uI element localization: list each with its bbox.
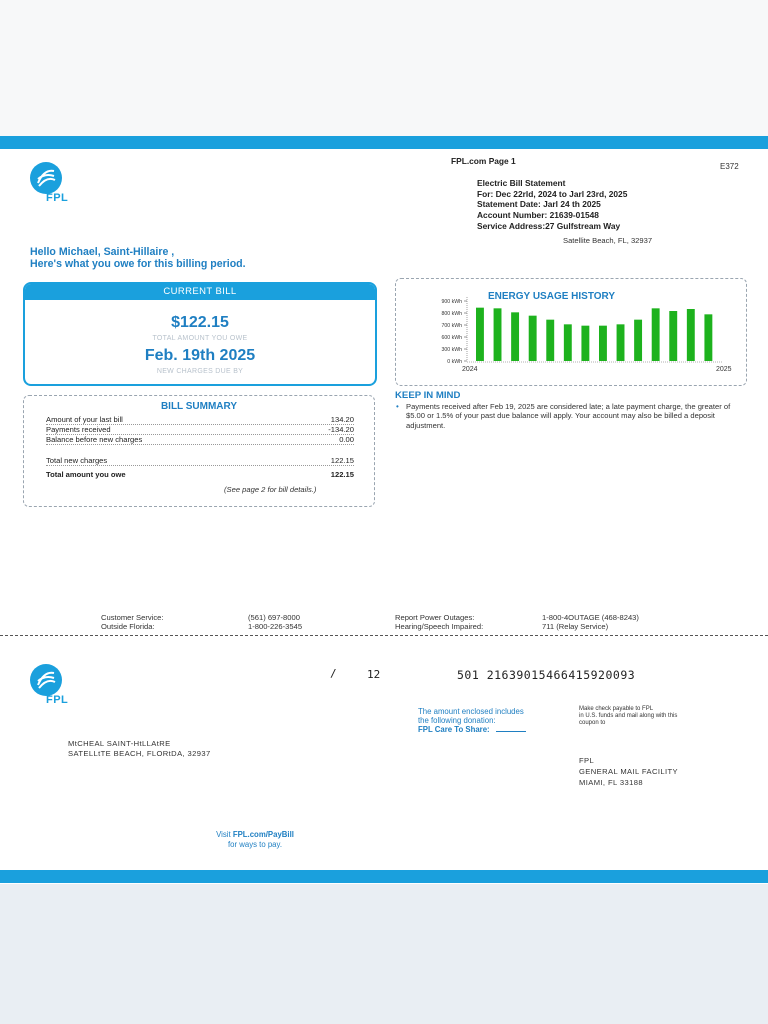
summary-value: -134.20 xyxy=(328,425,354,434)
usage-bar xyxy=(652,308,660,361)
bullet-icon: • xyxy=(396,402,399,411)
statement-date xyxy=(477,199,601,210)
total-amount: $122.15 xyxy=(171,314,229,331)
y-tick-label: 300 kWh xyxy=(441,347,462,353)
for-label: For: xyxy=(477,189,494,199)
usage-bar xyxy=(546,320,554,361)
summary-label: Balance before new charges xyxy=(46,435,143,444)
y-tick-label: 900 kWh xyxy=(441,299,462,305)
x-start-label: 2024 xyxy=(462,366,478,373)
y-tick-label: 600 kWh xyxy=(441,335,462,341)
customer-service-label: Customer Service: xyxy=(101,613,164,622)
service-address-label: Service Address: xyxy=(477,221,546,231)
remit-line-3: MIAMI, FL 33188 xyxy=(579,778,643,787)
paybill-link[interactable]: FPL.com/PayBill xyxy=(232,830,294,839)
customer-name: MtCHEAL SAINT-HtLLAtRE xyxy=(68,739,171,748)
statement-date-value: Jarl 24 th 2025 xyxy=(543,199,601,209)
fpl-logo-mark-icon xyxy=(30,664,62,696)
customer-city: SATELLtTE BEACH, FLORtDA, 32937 xyxy=(68,749,211,758)
service-address xyxy=(477,221,620,232)
check-line-2: in U.S. funds and mail along with this xyxy=(579,713,678,719)
summary-row-total xyxy=(46,470,354,479)
donation-line-1: The amount enclosed includes xyxy=(418,707,524,716)
greeting-name: Hello Michael, Saint-Hillaire , xyxy=(30,246,175,258)
billing-period xyxy=(477,189,627,200)
service-address-value: 27 Gulfstream Way xyxy=(545,221,621,231)
y-tick-label: 0 kWh xyxy=(447,359,462,365)
remit-line-2: GENERAL MAIL FACILITY xyxy=(579,767,678,776)
account-number-label: Account Number: xyxy=(477,210,548,220)
donation-amount-field[interactable] xyxy=(496,731,526,732)
usage-bar xyxy=(494,308,502,361)
summary-label: Amount of your last bill xyxy=(46,415,123,424)
visit-line-1 xyxy=(180,830,330,840)
bill-page xyxy=(0,136,768,884)
summary-value: 122.15 xyxy=(330,470,354,479)
bill-summary-box xyxy=(23,395,375,507)
report-outage-phone: 1-800-4OUTAGE (468-8243) xyxy=(542,613,639,622)
service-city: Satellite Beach, FL, 32937 xyxy=(563,236,653,245)
bottom-brand-band xyxy=(0,870,768,883)
visit-pay-message xyxy=(180,830,330,850)
donation-line-3 xyxy=(418,725,526,734)
summary-label: Payments received xyxy=(46,425,111,434)
late-payment-notice: Payments received after Feb 19, 2025 are considered late; a late payment charge, the greater of $5.00 or 1.5% of your past due balance will apply. Your account may also be billed a deposit adjustment. xyxy=(406,402,731,430)
care-to-share-label: FPL Care To Share: xyxy=(418,725,490,734)
top-brand-band xyxy=(0,136,768,149)
outage-labels xyxy=(395,613,483,631)
remit-line-1: FPL xyxy=(579,756,595,765)
report-outage-label: Report Power Outages: xyxy=(395,613,475,622)
stub-sequence: 12 xyxy=(367,668,381,681)
energy-usage-box xyxy=(395,278,747,386)
outside-florida-phone: 1-800-226-3545 xyxy=(248,622,303,632)
statement-title: Electric Bill Statement xyxy=(477,178,566,188)
fpl-wordmark: FPL xyxy=(46,694,69,706)
usage-bar xyxy=(634,320,642,361)
scan-line: 501 2163901546641592009З xyxy=(457,668,636,682)
summary-row-balance xyxy=(46,435,354,445)
summary-row-last-bill xyxy=(46,415,354,425)
visit-prefix: Visit xyxy=(216,830,233,839)
usage-bar xyxy=(687,309,695,361)
visit-line-2: for ways to pay. xyxy=(227,840,283,849)
check-line-1: Make check payable to FPL xyxy=(579,706,654,712)
tear-line xyxy=(0,635,768,636)
usage-bar xyxy=(529,316,537,361)
usage-bar xyxy=(669,311,677,361)
usage-chart xyxy=(396,279,746,385)
summary-label: Total new charges xyxy=(46,456,108,465)
x-end-label: 2025 xyxy=(716,366,732,373)
account-number xyxy=(477,210,599,221)
keep-in-mind-title: KEEP IN MIND xyxy=(395,390,461,401)
check-line-3: coupon to xyxy=(579,720,606,726)
outage-phones xyxy=(542,613,639,631)
summary-value: 134.20 xyxy=(330,415,354,424)
doc-code: E372 xyxy=(720,162,739,171)
donation-line-2: the following donation: xyxy=(418,716,496,725)
customer-service-phone: (561) 697-8000 xyxy=(248,613,300,622)
summary-value: 0.00 xyxy=(339,435,354,444)
outside-florida-label: Outside Florida: xyxy=(101,622,155,632)
total-amount-label: TOTAL AMOUNT YOU OWE xyxy=(152,335,248,342)
hearing-impaired-phone: 711 (Relay Service) xyxy=(542,622,609,632)
hearing-impaired-label: Hearing/Speech Impaired: xyxy=(395,622,484,632)
y-tick-label: 800 kWh xyxy=(441,311,462,317)
usage-bar xyxy=(704,314,712,361)
fpl-wordmark: FPL xyxy=(46,192,69,204)
current-bill-card xyxy=(23,282,377,386)
usage-bar xyxy=(599,326,607,361)
cs-phones xyxy=(248,613,302,631)
y-tick-label: 700 kWh xyxy=(441,323,462,329)
current-bill-title: CURRENT BILL xyxy=(25,284,375,300)
fpl-logo xyxy=(30,162,82,206)
chart-title: ENERGY USAGE HISTORY xyxy=(488,291,616,302)
summary-value: 122.15 xyxy=(330,456,354,465)
usage-bar xyxy=(511,312,519,361)
site-page-label: FPL.com Page 1 xyxy=(451,156,516,166)
statement-date-label: Statement Date: xyxy=(477,199,541,209)
cs-labels xyxy=(101,613,163,631)
summary-row-payments xyxy=(46,425,354,435)
background-shade xyxy=(0,884,768,1024)
account-number-value: 21639-01548 xyxy=(549,210,599,220)
bill-summary-title: BILL SUMMARY xyxy=(160,401,238,412)
summary-note: (See page 2 for bill details.) xyxy=(224,485,317,494)
usage-bar xyxy=(564,324,572,361)
stub-slash: / xyxy=(330,667,337,680)
greeting-message: Here's what you owe for this billing period. xyxy=(30,258,246,270)
due-date-label: NEW CHARGES DUE BY xyxy=(156,368,244,375)
usage-bar xyxy=(581,326,589,361)
for-value: Dec 22rld, 2024 to Jarl 23rd, 2025 xyxy=(495,189,628,199)
due-date: Feb. 19th 2025 xyxy=(144,347,256,364)
usage-bar xyxy=(617,324,625,361)
fpl-logo-mark-icon xyxy=(30,162,62,194)
fpl-logo-stub xyxy=(30,664,82,708)
usage-bar xyxy=(476,308,484,361)
summary-label: Total amount you owe xyxy=(46,470,126,479)
summary-row-new-charges xyxy=(46,456,354,466)
